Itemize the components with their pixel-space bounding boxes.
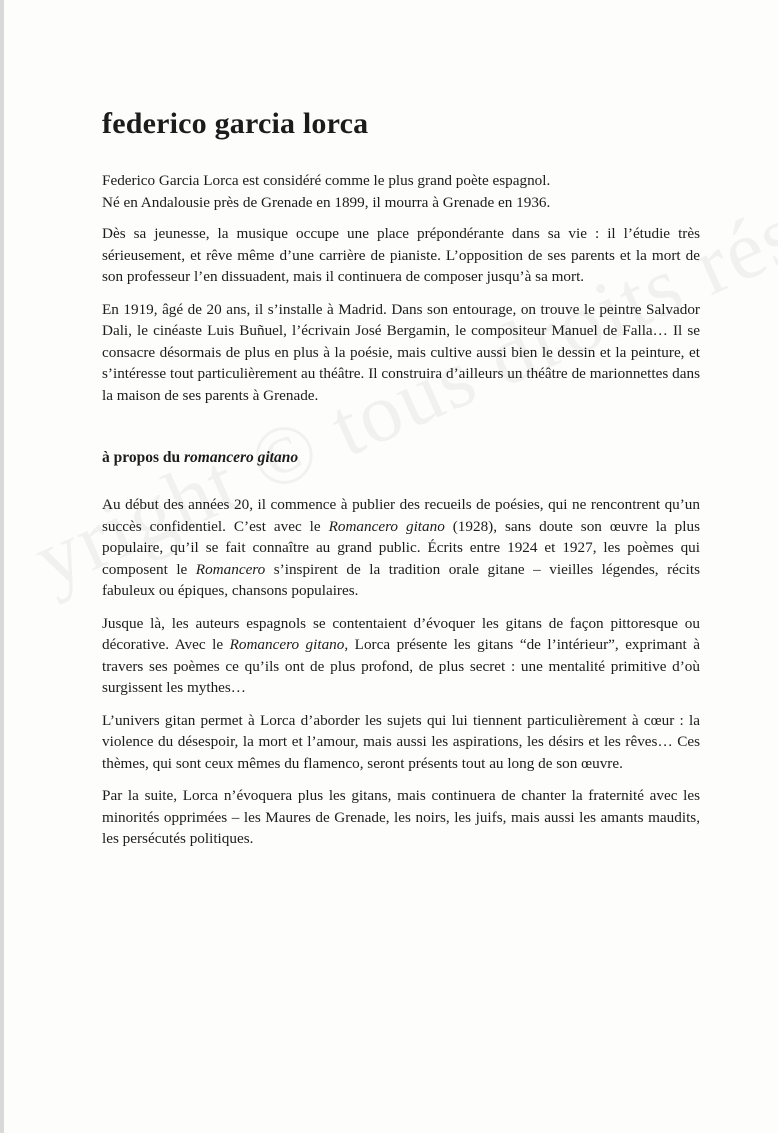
section-heading	[102, 448, 700, 468]
book-title: Romancero gitano	[328, 517, 445, 535]
section-paragraph-3: L’univers gitan permet à Lorca d’aborder les sujets qui lui tiennent particulièrement à cœur : la violence du désespoir, la mort et l’amour, mais aussi les aspirations, les désirs et les rêves… Ces thèmes, qui sont ceux mêmes du flamenco, seront présents tout au long de son œuvre.	[102, 711, 700, 772]
intro-paragraph-1	[102, 170, 700, 213]
document-body	[102, 106, 700, 861]
book-title: Romancero	[195, 560, 266, 578]
page-title: federico garcia lorca	[102, 107, 369, 140]
intro-paragraph-3: En 1919, âgé de 20 ans, il s’installe à Madrid. Dans son entourage, on trouve le peintre Salvador Dali, le cinéaste Luis Buñuel, l’écrivain José Bergamin, le compositeur Manuel de Falla… Il se consacre désormais de plus en plus à la poésie, mais cultive aussi bien le dessin et la peinture, et s’intéresse tout particulièrement au théâtre. Il construira d’ailleurs un théâtre de marionnettes dans la maison de ses parents à Grenade.	[102, 300, 700, 404]
section-paragraph-1	[102, 494, 700, 602]
section-paragraph-4: Par la suite, Lorca n’évoquera plus les gitans, mais continuera de chanter la fraternité avec les minorités opprimées – les Maures de Grenade, les noirs, les juifs, mais aussi les amants maudits, les persécutés politiques.	[102, 787, 700, 847]
intro-line-1: Federico Garcia Lorca est considéré comme le plus grand poète espagnol.	[102, 172, 551, 189]
intro-line-2: Né en Andalousie près de Grenade en 1899, il mourra à Grenade en 1936.	[102, 193, 551, 211]
text-span: Jusque là, les auteurs espagnols se contentaient d’évoquer les gitans de façon pittoresque ou décorative. Avec le	[102, 614, 700, 653]
text-span: (1928), sans doute son œuvre la plus populaire, qu’il se fait connaître au grand public. Écrits entre 1924 et 1927, les poèmes qui composent le	[102, 517, 700, 578]
intro-paragraph-2: Dès sa jeunesse, la musique occupe une place prépondérante dans sa vie : il l’étudie très sérieusement, et rêve même d’une carrière de pianiste. L’opposition de ses parents et la mort de son professeur l’en dissuadent, mais il continuera de composer jusqu’à sa mort.	[102, 225, 700, 285]
section-heading-prefix: à propos du	[102, 449, 184, 466]
text-span: s’inspirent de la tradition orale gitane – vieilles légendes, récits fabuleux ou épiques, chansons populaires.	[102, 560, 701, 599]
text-span: Au début des années 20, il commence à publier des recueils de poésies, qui ne rencontrent qu’un succès confidentiel. C’est avec le	[102, 496, 700, 535]
section-heading-title: romancero gitano	[184, 449, 299, 466]
text-span: , Lorca présente les gitans “de l’intérieur”, exprimant à travers ses poèmes ce qu’ils ont de plus profond, de plus secret : une mentalité primitive d’où surgissent les mythes…	[102, 636, 701, 696]
book-title: Romancero gitano	[229, 636, 345, 653]
page-edge	[0, 0, 4, 1133]
section-paragraph-2	[102, 613, 700, 699]
